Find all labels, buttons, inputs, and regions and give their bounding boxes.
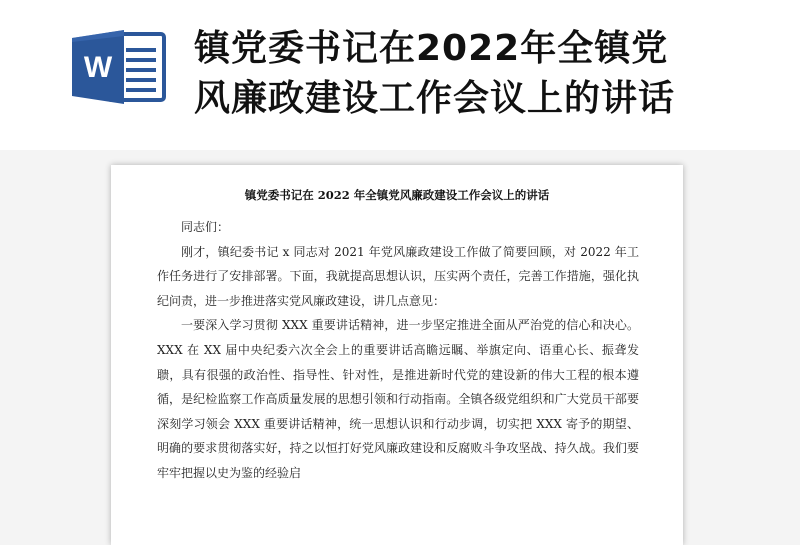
document-body (157, 215, 639, 486)
header-band (0, 0, 800, 150)
document-page (111, 165, 683, 545)
document-title: 镇党委书记在 2022 年全镇党风廉政建设工作会议上的讲话 (244, 188, 550, 202)
paragraph-intro: 刚才，镇纪委书记 x 同志对 2021 年党风廉政建设工作做了简要回顾，对 2022 年工作任务进行了安排部署。下面，我就提高思想认识，压实两个责任，完善工作措施，强化执纪问责，进一步推进落实党风廉政建设，讲几点意见： (157, 244, 639, 308)
word-document-icon (70, 28, 166, 106)
paragraph-point-one: 一要深入学习贯彻 XXX 重要讲话精神，进一步坚定推进全面从严治党的信心和决心。XXX 在 XX 届中央纪委六次全会上的重要讲话高瞻远瞩、举旗定向、语重心长、振聋发聩，具有很强的政治性、指导性、针对性，是推进新时代党的建设新的伟大工程的根本遵循，是纪检监察工作高质量发展的思想引领和行动指南。全镇各级党组织和广大党员干部要深刻学习领会 XXX 重要讲话精神，统一思想认识和行动步调，切实把 XXX 寄予的期望、明确的要求贯彻落实好，持之以恒打好党风廉政建设和反腐败斗争攻坚战、持久战。我们要牢牢把握以史为鉴的经验启 (157, 318, 639, 480)
page-title-line-1: 镇党委书记在2022年全镇党 (194, 28, 669, 69)
page-title (194, 24, 754, 124)
page-title-line-2: 风廉政建设工作会议上的讲话 (194, 78, 676, 119)
logo-letter: W (83, 51, 113, 84)
paragraph-salutation: 同志们： (181, 220, 230, 234)
